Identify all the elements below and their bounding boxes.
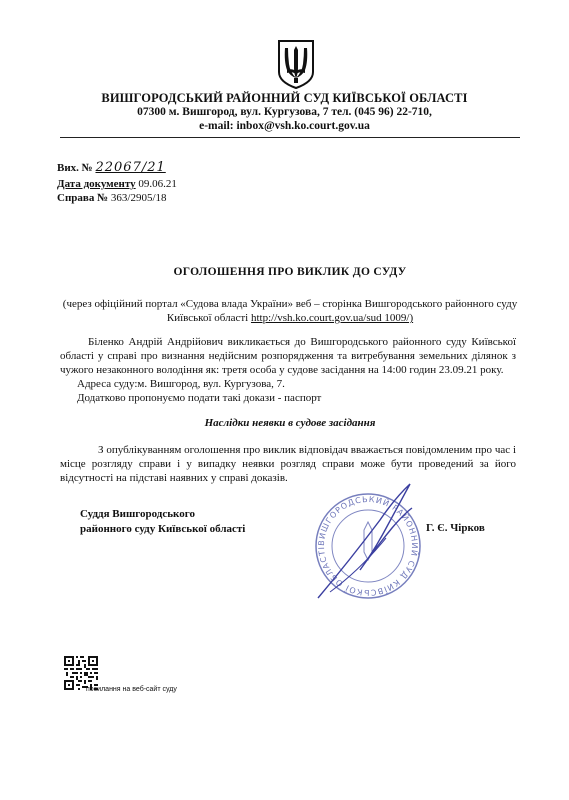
summons-line-1: Біленко Андрій Андрійович викликається до Вишгородського районного суду Київської bbox=[88, 336, 516, 348]
qr-code[interactable] bbox=[64, 656, 98, 690]
portal-line-2 bbox=[50, 311, 530, 325]
case-label: Справа № bbox=[57, 192, 109, 204]
date-value: 09.06.21 bbox=[138, 178, 177, 190]
judge-title-line-2: районного суду Київської області bbox=[80, 523, 246, 535]
header-divider bbox=[60, 137, 520, 138]
court-website-link[interactable]: http://vsh.ko.court.gov.ua/sud 1009/) bbox=[250, 312, 414, 324]
consequences-line-2: місце розгляду справи і у випадку неявки розгляд справи може бути проведений за його bbox=[60, 458, 516, 470]
outgoing-number: 22067/21 bbox=[95, 160, 166, 175]
qr-caption: посилання на веб-сайт суду bbox=[86, 686, 177, 693]
consequences-title: Наслідки неявки в судове засідання bbox=[204, 417, 376, 429]
court-address-line: Адреса суду:м. Вишгород, вул. Кургузова, 7. bbox=[77, 378, 285, 390]
summons-line-2: області у справі про визнання недійсним розпорядження та витребування земельних ділянок з bbox=[60, 350, 516, 362]
document-date-row bbox=[57, 178, 177, 190]
outgoing-label: Вих. № bbox=[57, 162, 93, 174]
case-value: 363/2905/18 bbox=[110, 192, 167, 204]
summons-line-3: чужого незаконного володіння як: третя особа у судове засідання на 14:00 годин 23.09.21 року. bbox=[60, 364, 504, 376]
court-address: 07300 м. Вишгород, вул. Кургузова, 7 тел. (045 96) 22-710, bbox=[137, 106, 432, 118]
court-email: e-mail: inbox@vsh.ko.court.gov.ua bbox=[199, 120, 370, 132]
document-title: ОГОЛОШЕННЯ ПРО ВИКЛИК ДО СУДУ bbox=[173, 266, 407, 278]
court-name: ВИШГОРОДСЬКИЙ РАЙОННИЙ СУД КИЇВСЬКОЇ ОБЛАСТІ bbox=[101, 91, 468, 105]
judge-name: Г. Є. Чірков bbox=[426, 522, 485, 534]
evidence-line: Додатково пропонуємо подати такі докази - паспорт bbox=[77, 392, 322, 404]
handwritten-signature bbox=[300, 480, 440, 605]
portal-line-1: (через офіційний портал «Судова влада України» веб – сторінка Вишгородського районного суду bbox=[62, 298, 518, 310]
portal-region: Київської області bbox=[166, 312, 249, 324]
case-number-row bbox=[57, 192, 167, 204]
coat-of-arms-icon bbox=[276, 38, 316, 90]
stamp-ring-text: ВИШГОРОДСЬКИЙ РАЙОННИЙ СУД КИЇВСЬКОЇ ОБЛАСТІ bbox=[316, 494, 420, 598]
outgoing-number-row bbox=[57, 160, 166, 175]
judge-title-line-1: Суддя Вишгородського bbox=[80, 508, 195, 520]
judge-title bbox=[80, 507, 245, 537]
consequences-line-1: З опублікуванням оголошення про виклик відповідач вважається повідомленим про час і bbox=[98, 444, 516, 456]
consequences-line-3: відсутності на підставі наявних у справі доказів. bbox=[60, 472, 288, 484]
date-label: Дата документу bbox=[57, 178, 136, 190]
